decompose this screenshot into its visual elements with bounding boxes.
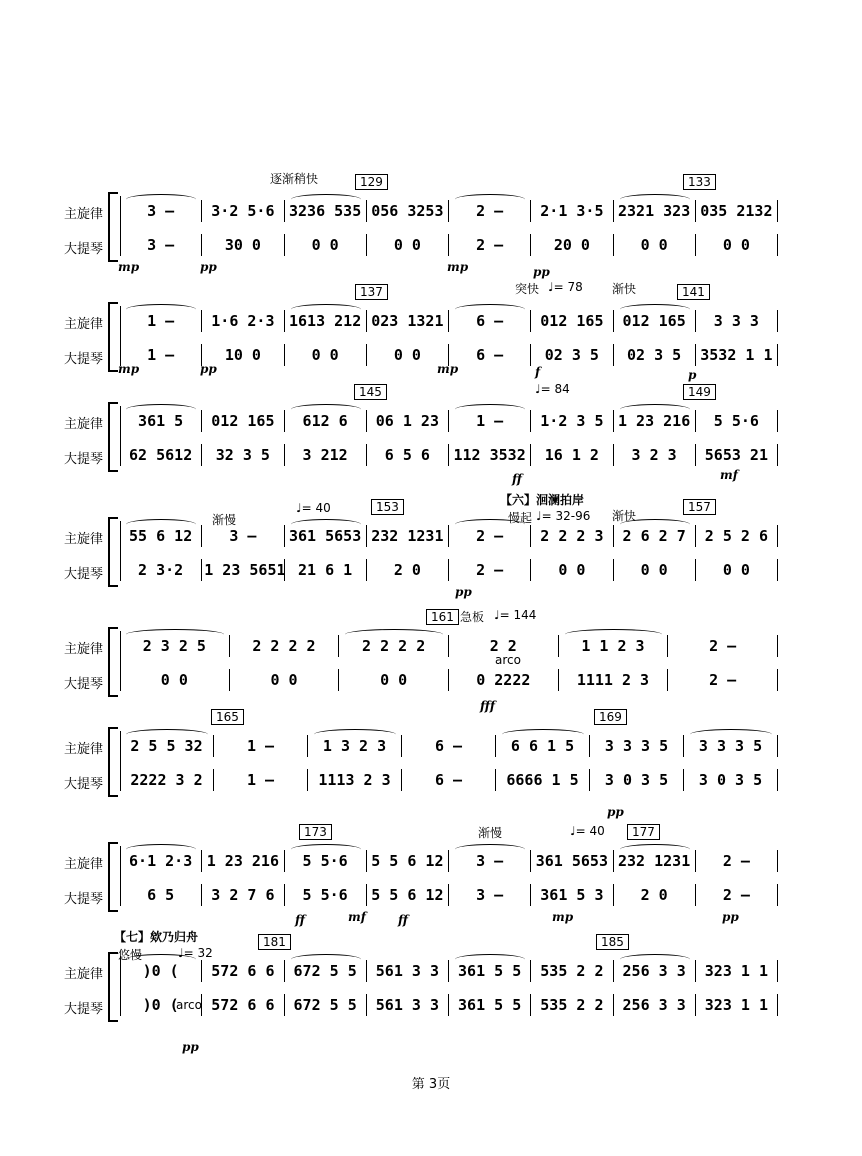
measure: 0 0 [614, 559, 696, 581]
measure: 6 6 1 5 [496, 735, 590, 757]
tie-slur [455, 404, 525, 415]
measure: 0 0 [230, 669, 340, 691]
dynamic-mark: fff [480, 699, 496, 713]
measure-number-box: 169 [594, 709, 627, 725]
dynamic-mark: ff [295, 913, 305, 927]
tie-slur [291, 194, 361, 205]
cello-label: 大提琴 [64, 567, 104, 582]
expression-text: arco [495, 653, 521, 667]
expression-text: ♩= 144 [494, 608, 537, 622]
expression-text: ♩= 32 [178, 946, 213, 960]
measure: 3 3 3 5 [684, 735, 778, 757]
cello-label: 大提琴 [64, 1002, 104, 1017]
measure: 2 – [449, 200, 531, 222]
measure: 0 0 [696, 559, 778, 581]
melody-label: 主旋律 [64, 642, 104, 657]
measure: 3·2 5·6 [202, 200, 284, 222]
measure: 3 2 3 [614, 444, 696, 466]
measure: 012 165 [531, 310, 613, 332]
measure: 2 0 [367, 559, 449, 581]
system-bracket [108, 952, 118, 1022]
barline [120, 846, 121, 906]
tie-slur [455, 844, 525, 855]
measure-number-box: 177 [627, 824, 660, 840]
measure-number-box: 129 [355, 174, 388, 190]
system-bracket [108, 302, 118, 372]
measure: 3 3 3 5 [590, 735, 684, 757]
measure: 2 – [449, 234, 531, 256]
measure: 2222 3 2 [120, 769, 214, 791]
melody-label: 主旋律 [64, 207, 104, 222]
measure: 3 3 3 [696, 310, 778, 332]
measure: 0 0 [531, 559, 613, 581]
score-system [0, 705, 862, 819]
expression-text: arco [176, 998, 202, 1012]
measure-number-box: 165 [211, 709, 244, 725]
cello-staff [120, 884, 778, 906]
measure: 1 23 216 [614, 410, 696, 432]
expression-text: ♩= 40 [570, 824, 605, 838]
tie-slur [126, 844, 196, 855]
melody-label: 主旋律 [64, 317, 104, 332]
expression-text: ♩= 32-96 [536, 509, 591, 523]
dynamic-mark: ff [398, 913, 408, 927]
measure: 2 – [449, 559, 531, 581]
score-system [0, 820, 862, 930]
measure: 55 6 12 [120, 525, 202, 547]
melody-label: 主旋律 [64, 742, 104, 757]
tie-slur [291, 304, 361, 315]
measure: 5 5·6 [285, 850, 367, 872]
dynamic-mark: mf [720, 468, 738, 482]
tie-slur [455, 304, 525, 315]
measure-number-box: 161 [426, 609, 459, 625]
measure: 2 2 2 3 [531, 525, 613, 547]
system-bracket [108, 192, 118, 262]
measure: 0 0 [285, 234, 367, 256]
measure: 0 0 [367, 344, 449, 366]
measure: 3 0 3 5 [684, 769, 778, 791]
measure: 361 5653 [285, 525, 367, 547]
cello-label: 大提琴 [64, 677, 104, 692]
score-system [0, 495, 862, 605]
dynamic-mark: mp [118, 362, 140, 376]
measure: 2 – [449, 525, 531, 547]
measure: )0 ( [120, 960, 202, 982]
measure: 612 6 [285, 410, 367, 432]
measure: 535 2 2 [531, 960, 613, 982]
measure: 1111 2 3 [559, 669, 669, 691]
cello-label: 大提琴 [64, 352, 104, 367]
measure: 6·1 2·3 [120, 850, 202, 872]
melody-staff [120, 735, 778, 757]
measure-number-box: 173 [299, 824, 332, 840]
measure-number-box: 153 [371, 499, 404, 515]
measure: 3 – [120, 234, 202, 256]
tie-slur [565, 629, 663, 640]
measure: 5 5 6 12 [367, 884, 449, 906]
dynamic-mark: pp [182, 1040, 199, 1054]
measure: 1 1 2 3 [559, 635, 669, 657]
measure: 0 0 [614, 234, 696, 256]
tie-slur [620, 844, 690, 855]
tie-slur [620, 954, 690, 965]
page-number: 第 3页 [411, 1077, 451, 1092]
tie-slur [126, 729, 208, 740]
barline [120, 406, 121, 466]
measure-number-box: 157 [683, 499, 716, 515]
expression-text: 慢起 [508, 511, 533, 525]
tie-slur [291, 404, 361, 415]
barline [120, 196, 121, 256]
measure: 012 165 [202, 410, 284, 432]
barline [120, 731, 121, 791]
measure: 2321 323 [614, 200, 696, 222]
expression-text: 突快 [515, 282, 540, 296]
measure: 0 2222 [449, 669, 559, 691]
measure: 361 5 3 [531, 884, 613, 906]
dynamic-mark: mp [552, 910, 574, 924]
dynamic-mark: mp [118, 260, 140, 274]
dynamic-mark: pp [200, 362, 217, 376]
tie-slur [126, 194, 196, 205]
measure: 232 1231 [614, 850, 696, 872]
tie-slur [455, 194, 525, 205]
tie-slur [690, 729, 772, 740]
measure: 572 6 6 [202, 960, 284, 982]
dynamic-mark: p [688, 368, 697, 382]
measure: 6 – [449, 344, 531, 366]
expression-text: 急板 [460, 610, 485, 624]
dynamic-mark: f [535, 365, 541, 379]
measure: 6 – [402, 769, 496, 791]
measure: )0 ( [120, 994, 202, 1016]
measure: 62 5612 [120, 444, 202, 466]
dynamic-mark: pp [455, 585, 472, 599]
measure: 2 0 [614, 884, 696, 906]
measure: 035 2132 [696, 200, 778, 222]
measure: 3236 535 [285, 200, 367, 222]
measure: 561 3 3 [367, 960, 449, 982]
measure-number-box: 137 [355, 284, 388, 300]
cello-label: 大提琴 [64, 452, 104, 467]
measure: 023 1321 [367, 310, 449, 332]
dynamic-mark: mp [437, 362, 459, 376]
measure: 2 3·2 [120, 559, 202, 581]
expression-text: 渐快 [612, 509, 637, 523]
measure: 361 5 [120, 410, 202, 432]
tie-slur [126, 304, 196, 315]
measure-number-box: 149 [683, 384, 716, 400]
expression-text: ♩= 84 [535, 382, 570, 396]
expression-text: 逐渐稍快 [270, 172, 319, 186]
tie-slur [502, 729, 584, 740]
system-bracket [108, 517, 118, 587]
measure: 323 1 1 [696, 994, 778, 1016]
measure: 32 3 5 [202, 444, 284, 466]
measure: 0 0 [696, 234, 778, 256]
measure: 10 0 [202, 344, 284, 366]
measure: 0 0 [120, 669, 230, 691]
melody-label: 主旋律 [64, 417, 104, 432]
measure: 20 0 [531, 234, 613, 256]
score-system [0, 930, 862, 1054]
score-system [0, 280, 862, 390]
dynamic-mark: pp [607, 805, 624, 819]
score-system [0, 170, 862, 280]
measure: 3 212 [285, 444, 367, 466]
measure: 3 – [202, 525, 284, 547]
measure: 06 1 23 [367, 410, 449, 432]
measure: 02 3 5 [531, 344, 613, 366]
measure: 672 5 5 [285, 994, 367, 1016]
melody-label: 主旋律 [64, 532, 104, 547]
measure: 1 – [120, 310, 202, 332]
measure: 5653 21 [696, 444, 778, 466]
measure-number-box: 145 [354, 384, 387, 400]
tie-slur [455, 954, 525, 965]
expression-text: 悠慢 [118, 948, 143, 962]
dynamic-mark: pp [200, 260, 217, 274]
measure-number-box: 141 [677, 284, 710, 300]
melody-label: 主旋律 [64, 967, 104, 982]
measure: 1 23 216 [202, 850, 284, 872]
tie-slur [314, 729, 396, 740]
score-system [0, 380, 862, 490]
measure: 1 – [214, 735, 308, 757]
measure: 0 0 [285, 344, 367, 366]
system-bracket [108, 402, 118, 472]
expression-text: 【七】欸乃归舟 [114, 930, 199, 944]
measure: 256 3 3 [614, 994, 696, 1016]
melody-label: 主旋律 [64, 857, 104, 872]
measure: 2 2 [449, 635, 559, 657]
measure: 3 – [449, 884, 531, 906]
barline [120, 306, 121, 366]
measure: 0 0 [339, 669, 449, 691]
measure: 6 5 6 [367, 444, 449, 466]
measure: 256 3 3 [614, 960, 696, 982]
measure: 1 – [214, 769, 308, 791]
measure: 1 – [120, 344, 202, 366]
measure: 16 1 2 [531, 444, 613, 466]
barline [120, 521, 121, 581]
dynamic-mark: pp [722, 910, 739, 924]
measure: 5 5·6 [285, 884, 367, 906]
measure: 361 5653 [531, 850, 613, 872]
measure: 361 5 5 [449, 994, 531, 1016]
tie-slur [126, 519, 196, 530]
cello-staff [120, 769, 778, 791]
expression-text: 渐快 [612, 282, 637, 296]
cello-label: 大提琴 [64, 242, 104, 257]
measure: 2 2 2 2 [339, 635, 449, 657]
expression-text: 渐慢 [478, 826, 503, 840]
cello-staff [120, 444, 778, 466]
measure-number-box: 133 [683, 174, 716, 190]
measure: 232 1231 [367, 525, 449, 547]
measure: 3532 1 1 [696, 344, 778, 366]
measure: 056 3253 [367, 200, 449, 222]
measure: 1613 212 [285, 310, 367, 332]
measure: 535 2 2 [531, 994, 613, 1016]
measure-number-box: 181 [258, 934, 291, 950]
cello-label: 大提琴 [64, 777, 104, 792]
measure: 6 – [402, 735, 496, 757]
tie-slur [291, 954, 361, 965]
measure: 2 3 2 5 [120, 635, 230, 657]
measure: 572 6 6 [202, 994, 284, 1016]
measure-number-box: 185 [596, 934, 629, 950]
dynamic-mark: ff [512, 472, 522, 486]
measure: 1 3 2 3 [308, 735, 402, 757]
tie-slur [291, 844, 361, 855]
measure: 2 5 5 32 [120, 735, 214, 757]
expression-text: ♩= 40 [296, 501, 331, 515]
measure: 6 – [449, 310, 531, 332]
cello-staff [120, 234, 778, 256]
measure: 3 – [449, 850, 531, 872]
expression-text: 【六】洄澜拍岸 [500, 493, 585, 507]
measure: 2 – [696, 884, 778, 906]
measure: 672 5 5 [285, 960, 367, 982]
barline [120, 956, 121, 1016]
measure: 2 2 2 2 [230, 635, 340, 657]
measure: 323 1 1 [696, 960, 778, 982]
cello-staff [120, 669, 778, 691]
measure: 30 0 [202, 234, 284, 256]
tie-slur [126, 404, 196, 415]
measure: 2·1 3·5 [531, 200, 613, 222]
cello-label: 大提琴 [64, 892, 104, 907]
measure: 02 3 5 [614, 344, 696, 366]
measure: 012 165 [614, 310, 696, 332]
tie-slur [126, 629, 224, 640]
tie-slur [620, 304, 690, 315]
measure: 3 0 3 5 [590, 769, 684, 791]
measure: 2 5 2 6 [696, 525, 778, 547]
dynamic-mark: pp [533, 265, 550, 279]
measure: 1·2 3 5 [531, 410, 613, 432]
tie-slur [620, 194, 690, 205]
measure: 5 5·6 [696, 410, 778, 432]
measure: 2 6 2 7 [614, 525, 696, 547]
tie-slur [620, 404, 690, 415]
measure: 5 5 6 12 [367, 850, 449, 872]
measure: 6 5 [120, 884, 202, 906]
measure: 2 – [668, 669, 778, 691]
measure: 3 2 7 6 [202, 884, 284, 906]
system-bracket [108, 627, 118, 697]
barline [120, 631, 121, 691]
measure: 1·6 2·3 [202, 310, 284, 332]
dynamic-mark: mf [348, 910, 366, 924]
measure: 21 6 1 [285, 559, 367, 581]
measure: 561 3 3 [367, 994, 449, 1016]
measure: 6666 1 5 [496, 769, 590, 791]
measure: 2 – [696, 850, 778, 872]
system-bracket [108, 727, 118, 797]
score-system [0, 605, 862, 715]
measure: 361 5 5 [449, 960, 531, 982]
measure: 1 – [449, 410, 531, 432]
measure: 1113 2 3 [308, 769, 402, 791]
expression-text: ♩= 78 [548, 280, 583, 294]
cello-staff [120, 994, 778, 1016]
dynamic-mark: mp [447, 260, 469, 274]
expression-text: 渐慢 [212, 513, 237, 527]
cello-staff [120, 559, 778, 581]
tie-slur [345, 629, 443, 640]
system-bracket [108, 842, 118, 912]
measure: 2 – [668, 635, 778, 657]
measure: 1 23 5651 [204, 561, 286, 579]
measure: 3 – [120, 200, 202, 222]
measure: 0 0 [367, 234, 449, 256]
tie-slur [291, 519, 361, 530]
measure: 112 3532 [449, 444, 531, 466]
